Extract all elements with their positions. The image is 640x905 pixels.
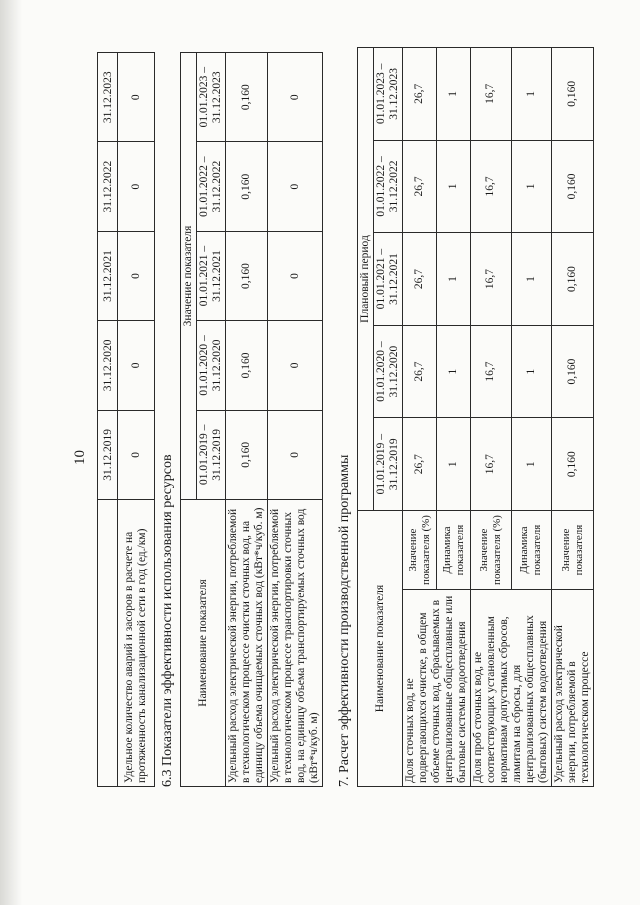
row-label: Удельный расход электрической энергии, потребляемой в технологическом процессе очистки сточных вод, на единицу объема очищаемых сточных вод (кВт*ч/куб. м): [226, 500, 268, 787]
table-cell: 26,7: [403, 418, 437, 511]
table-cell: 16,7: [471, 140, 512, 233]
date-header: 31.12.2023: [98, 53, 118, 142]
table-cell: 0: [118, 410, 155, 499]
period-header: 01.01.2019 – 31.12.2019: [374, 418, 403, 511]
table-cell: 1: [437, 140, 471, 233]
table-cell: 0,160: [226, 231, 268, 320]
date-header: 31.12.2022: [98, 142, 118, 231]
row-kind: Динамика показателя: [437, 511, 471, 590]
table-cell: 0: [268, 142, 323, 231]
table-cell: 26,7: [403, 140, 437, 233]
row-label: Удельный расход электрической энергии, потребляемой в технологическом процессе: [552, 590, 594, 787]
empty-header-cell: [98, 500, 118, 787]
table-cell: 26,7: [403, 325, 437, 418]
table-cell: 1: [511, 140, 552, 233]
table-cell: 0,160: [552, 325, 594, 418]
period-header: 01.01.2020 – 31.12.2020: [197, 321, 226, 410]
table-cell: 0: [268, 53, 323, 142]
table-row: [118, 53, 155, 787]
accidents-table: [97, 52, 155, 787]
value-header: Значение показателя: [181, 53, 197, 500]
resource-efficiency-table: [180, 52, 323, 787]
table-cell: 0,160: [226, 410, 268, 499]
table-cell: 1: [437, 418, 471, 511]
table-cell: 1: [511, 418, 552, 511]
table-cell: 0,160: [552, 233, 594, 326]
table-cell: 0: [118, 53, 155, 142]
table-cell: 0,160: [226, 142, 268, 231]
table-cell: 0,160: [226, 321, 268, 410]
table-cell: 0: [268, 231, 323, 320]
name-header: Наименование показателя: [358, 511, 403, 787]
table-cell: 16,7: [471, 325, 512, 418]
table-cell: 0: [268, 321, 323, 410]
row-label: Удельный расход электрической энергии, потребляемой в технологическом процессе транспортировки сточных вод, на единицу объема транспортируемых сточных вод (кВт*ч/куб. м): [268, 500, 323, 787]
period-header: 01.01.2023 – 31.12.2023: [197, 53, 226, 142]
table-row: [98, 53, 118, 787]
period-header: 01.01.2021 – 31.12.2021: [374, 233, 403, 326]
section-heading-7: 7. Расчет эффективности производственной программы: [337, 454, 352, 787]
row-kind: Значение показателя (%): [403, 511, 437, 590]
table-row: [358, 48, 374, 787]
table-cell: 0,160: [552, 418, 594, 511]
plan-header: Плановый период: [358, 48, 374, 511]
table-cell: 1: [437, 325, 471, 418]
table-row: [268, 53, 323, 787]
date-header: 31.12.2019: [98, 410, 118, 499]
period-header: 01.01.2022 – 31.12.2022: [374, 140, 403, 233]
table-row: [471, 48, 512, 787]
period-header: 01.01.2020 – 31.12.2020: [374, 325, 403, 418]
table-row: [226, 53, 268, 787]
row-label: Доля сточных вод, не подвергающихся очистке, в общем объеме сточных вод, сбрасываемых в централизованные общесплавные или бытовые системы водоотведения: [403, 590, 471, 787]
table-cell: 1: [437, 233, 471, 326]
period-header: 01.01.2022 – 31.12.2022: [197, 142, 226, 231]
table-cell: 16,7: [471, 233, 512, 326]
page-number: 10: [72, 450, 88, 465]
period-header: 01.01.2021 – 31.12.2021: [197, 231, 226, 320]
table-row: [403, 48, 437, 787]
table-cell: 0,160: [552, 140, 594, 233]
table-cell: 16,7: [471, 48, 512, 141]
table-cell: 1: [511, 233, 552, 326]
table-cell: 16,7: [471, 418, 512, 511]
row-label: Удельное количество аварий и засоров в расчете на протяженность канализационной сети в год (ед./км): [118, 500, 155, 787]
section-heading-6-3: 6.3 Показатели эффективности использования ресурсов: [160, 454, 175, 787]
row-kind: Динамика показателя: [511, 511, 552, 590]
row-label: Доля проб сточных вод, не соответствующих установленным нормативам допустимых сбросов, лимитам на сбросы, для централизованных общесплавных (бытовых) систем водоотведения: [471, 590, 552, 787]
table-cell: 0: [118, 142, 155, 231]
row-kind: Значение показателя: [552, 511, 594, 590]
table-cell: 1: [511, 48, 552, 141]
row-kind: Значение показателя (%): [471, 511, 512, 590]
date-header: 31.12.2020: [98, 321, 118, 410]
table-cell: 0: [268, 410, 323, 499]
table-cell: 26,7: [403, 48, 437, 141]
table-cell: 0,160: [226, 53, 268, 142]
period-header: 01.01.2019 – 31.12.2019: [197, 410, 226, 499]
table-cell: 26,7: [403, 233, 437, 326]
table-cell: 1: [511, 325, 552, 418]
table-cell: 0,160: [552, 48, 594, 141]
program-efficiency-table: [357, 47, 594, 787]
period-header: 01.01.2023 – 31.12.2023: [374, 48, 403, 141]
table-cell: 0: [118, 321, 155, 410]
table-cell: 0: [118, 231, 155, 320]
date-header: 31.12.2021: [98, 231, 118, 320]
table-row: [181, 53, 197, 787]
table-row: [552, 48, 594, 787]
table-cell: 1: [437, 48, 471, 141]
name-header: Наименование показателя: [181, 500, 226, 787]
